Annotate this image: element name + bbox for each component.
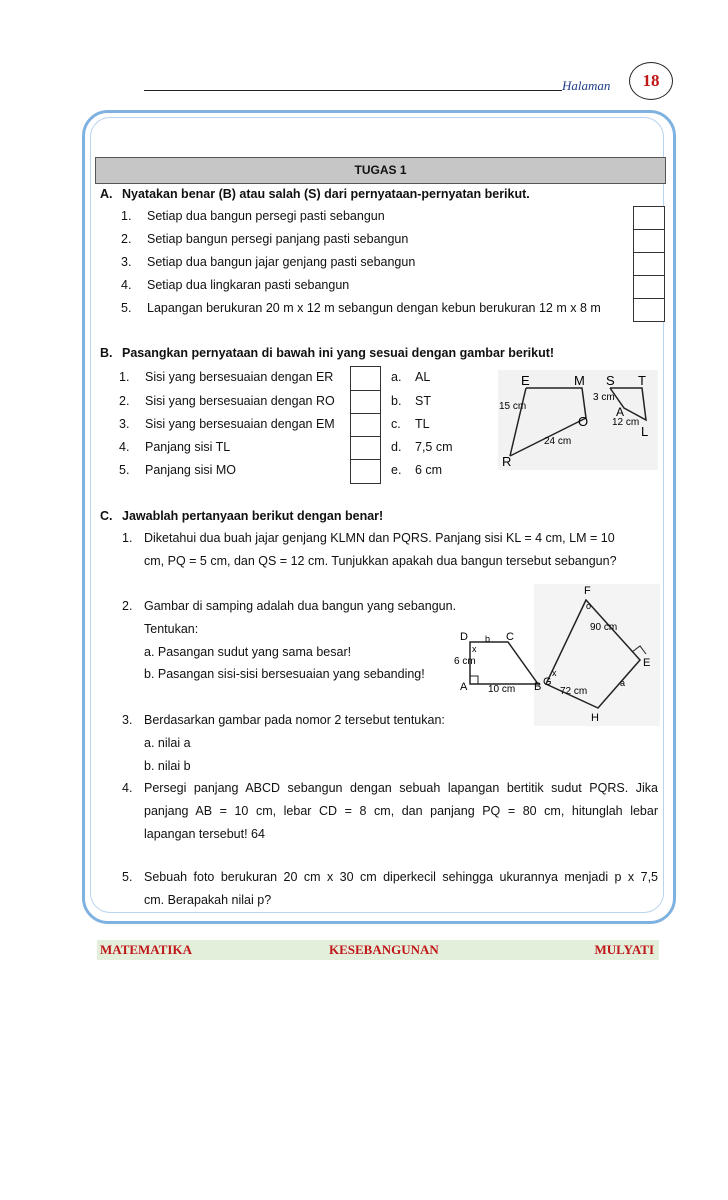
section-c-heading bbox=[100, 509, 383, 523]
question-2-line: Gambar di samping adalah dua bangun yang sebangun. bbox=[144, 599, 457, 613]
section-b-option: c. TL bbox=[391, 417, 430, 431]
answer-box-b5[interactable] bbox=[350, 459, 381, 484]
answer-box-a4[interactable] bbox=[633, 275, 665, 299]
section-b-option: d. 7,5 cm bbox=[391, 440, 453, 454]
figure-background bbox=[534, 584, 660, 726]
header-label: Halaman bbox=[562, 78, 611, 93]
question-5-line: Sebuah foto berukuran 20 cm x 30 cm diperkecil sehingga ukurannya menjadi p x 7,5 bbox=[144, 870, 658, 884]
section-b-option: a. AL bbox=[391, 370, 431, 384]
label-a: A bbox=[460, 681, 468, 693]
section-c-letter: C. bbox=[100, 509, 113, 523]
footer-topic: KESEBANGUNAN bbox=[329, 942, 439, 957]
label-f: F bbox=[584, 585, 591, 597]
angle-mark-x-g: x bbox=[552, 668, 557, 678]
trapezoid-abcd bbox=[470, 642, 538, 684]
footer-author: MULYATI bbox=[594, 942, 654, 957]
section-a-item: 4. Setiap dua lingkaran pasti sebangun bbox=[121, 278, 350, 292]
question-1-line: Diketahui dua buah jajar genjang KLMN dan PQRS. Panjang sisi KL = 4 cm, LM = 10 bbox=[144, 531, 615, 545]
answer-box-b3[interactable] bbox=[350, 413, 381, 438]
question-4-line: Persegi panjang ABCD sebangun dengan sebuah lapangan bertitik sudut PQRS. Jika bbox=[144, 781, 658, 795]
measure-ad: 6 cm bbox=[454, 656, 476, 667]
section-a-letter: A. bbox=[100, 187, 113, 201]
similar-shapes-figure bbox=[498, 370, 658, 470]
label-l: L bbox=[641, 424, 649, 439]
label-e: E bbox=[521, 373, 530, 388]
label-d: D bbox=[460, 631, 468, 643]
question-2-line: b. Pasangan sisi-sisi bersesuaian yang sebanding! bbox=[144, 667, 425, 681]
question-1-line: cm, PQ = 5 cm, dan QS = 12 cm. Tunjukkan apakah dua bangun tersebut sebangun? bbox=[144, 554, 617, 568]
section-a-item: 5. Lapangan berukuran 20 m x 12 m sebangun dengan kebun berukuran 12 m x 8 m bbox=[121, 301, 601, 315]
question-5-number: 5. bbox=[122, 870, 133, 884]
angle-mark-a: a bbox=[620, 678, 626, 688]
section-a-heading bbox=[100, 187, 530, 201]
label-r: R bbox=[502, 454, 512, 469]
question-4-line: panjang AB = 10 cm, lebar CD = 8 cm, dan panjang PQ = 80 cm, hitunglah lebar bbox=[144, 804, 658, 818]
measure-al: 12 cm bbox=[612, 417, 640, 428]
answer-box-a1[interactable] bbox=[633, 206, 665, 230]
question-2-line: Tentukan: bbox=[144, 622, 199, 636]
question-3-line: b. nilai b bbox=[144, 759, 191, 773]
page-number: 18 bbox=[629, 62, 673, 100]
task-title: TUGAS 1 bbox=[95, 157, 666, 184]
angle-mark-b: b bbox=[485, 634, 491, 644]
question-3-line: a. nilai a bbox=[144, 736, 191, 750]
section-b-item: 1. Sisi yang bersesuaian dengan ER bbox=[119, 370, 334, 384]
question-2-number: 2. bbox=[122, 599, 133, 613]
answer-box-a5[interactable] bbox=[633, 298, 665, 322]
measure-ro: 24 cm bbox=[544, 436, 572, 447]
right-angle-a bbox=[470, 676, 478, 684]
section-b-heading bbox=[100, 346, 554, 360]
measure-er: 15 cm bbox=[499, 401, 527, 412]
section-b-item: 5. Panjang sisi MO bbox=[119, 463, 237, 477]
section-b-item: 3. Sisi yang bersesuaian dengan EM bbox=[119, 417, 335, 431]
question-1-number: 1. bbox=[122, 531, 133, 545]
measure-fe: 90 cm bbox=[590, 622, 618, 633]
measure-gh: 72 cm bbox=[560, 686, 588, 697]
question-3-number: 3. bbox=[122, 713, 133, 727]
label-g: G bbox=[543, 676, 552, 688]
question-4-number: 4. bbox=[122, 781, 133, 795]
section-c-instruction: Jawablah pertanyaan berikut dengan benar! bbox=[122, 509, 384, 523]
footer-bar bbox=[97, 940, 659, 960]
answer-box-b2[interactable] bbox=[350, 390, 381, 415]
question-2-line: a. Pasangan sudut yang sama besar! bbox=[144, 645, 352, 659]
label-h: H bbox=[591, 712, 599, 724]
answer-box-b4[interactable] bbox=[350, 436, 381, 461]
label-m: M bbox=[574, 373, 585, 388]
header-rule bbox=[144, 90, 562, 91]
angle-mark-x: x bbox=[472, 644, 477, 654]
question-5-line: cm. Berapakah nilai p? bbox=[144, 893, 272, 907]
label-t: T bbox=[638, 373, 646, 388]
label-s: S bbox=[606, 373, 615, 388]
section-b-letter: B. bbox=[100, 346, 113, 360]
section-b-item: 2. Sisi yang bersesuaian dengan RO bbox=[119, 394, 335, 408]
answer-box-b1[interactable] bbox=[350, 366, 381, 391]
section-b-option: b. ST bbox=[391, 394, 431, 408]
answer-box-a2[interactable] bbox=[633, 229, 665, 253]
label-b: B bbox=[534, 681, 542, 693]
footer-subject: MATEMATIKA bbox=[100, 942, 192, 957]
label-o: O bbox=[578, 414, 589, 429]
label-a: A bbox=[616, 405, 625, 419]
question-4-line: lapangan tersebut! 64 bbox=[144, 827, 265, 841]
section-b-instruction: Pasangkan pernyataan di bawah ini yang sesuai dengan gambar berikut! bbox=[122, 346, 555, 360]
answer-box-a3[interactable] bbox=[633, 252, 665, 276]
section-a-item: 3. Setiap dua bangun jajar genjang pasti sebangun bbox=[121, 255, 416, 269]
angle-mark-o: o bbox=[586, 601, 592, 611]
section-b-item: 4. Panjang sisi TL bbox=[119, 440, 231, 454]
measure-ab: 10 cm bbox=[488, 684, 516, 695]
similar-quadrilaterals-figure bbox=[452, 584, 660, 726]
question-3-line: Berdasarkan gambar pada nomor 2 tersebut tentukan: bbox=[144, 713, 445, 727]
section-b-option: e. 6 cm bbox=[391, 463, 443, 477]
label-c: C bbox=[506, 631, 514, 643]
label-e: E bbox=[643, 657, 651, 669]
measure-sa: 3 cm bbox=[593, 392, 615, 403]
section-a-item: 2. Setiap bangun persegi panjang pasti sebangun bbox=[121, 232, 409, 246]
section-a-instruction: Nyatakan benar (B) atau salah (S) dari pernyataan-pernyatan berikut. bbox=[122, 187, 530, 201]
section-a-item: 1. Setiap dua bangun persegi pasti sebangun bbox=[121, 209, 385, 223]
